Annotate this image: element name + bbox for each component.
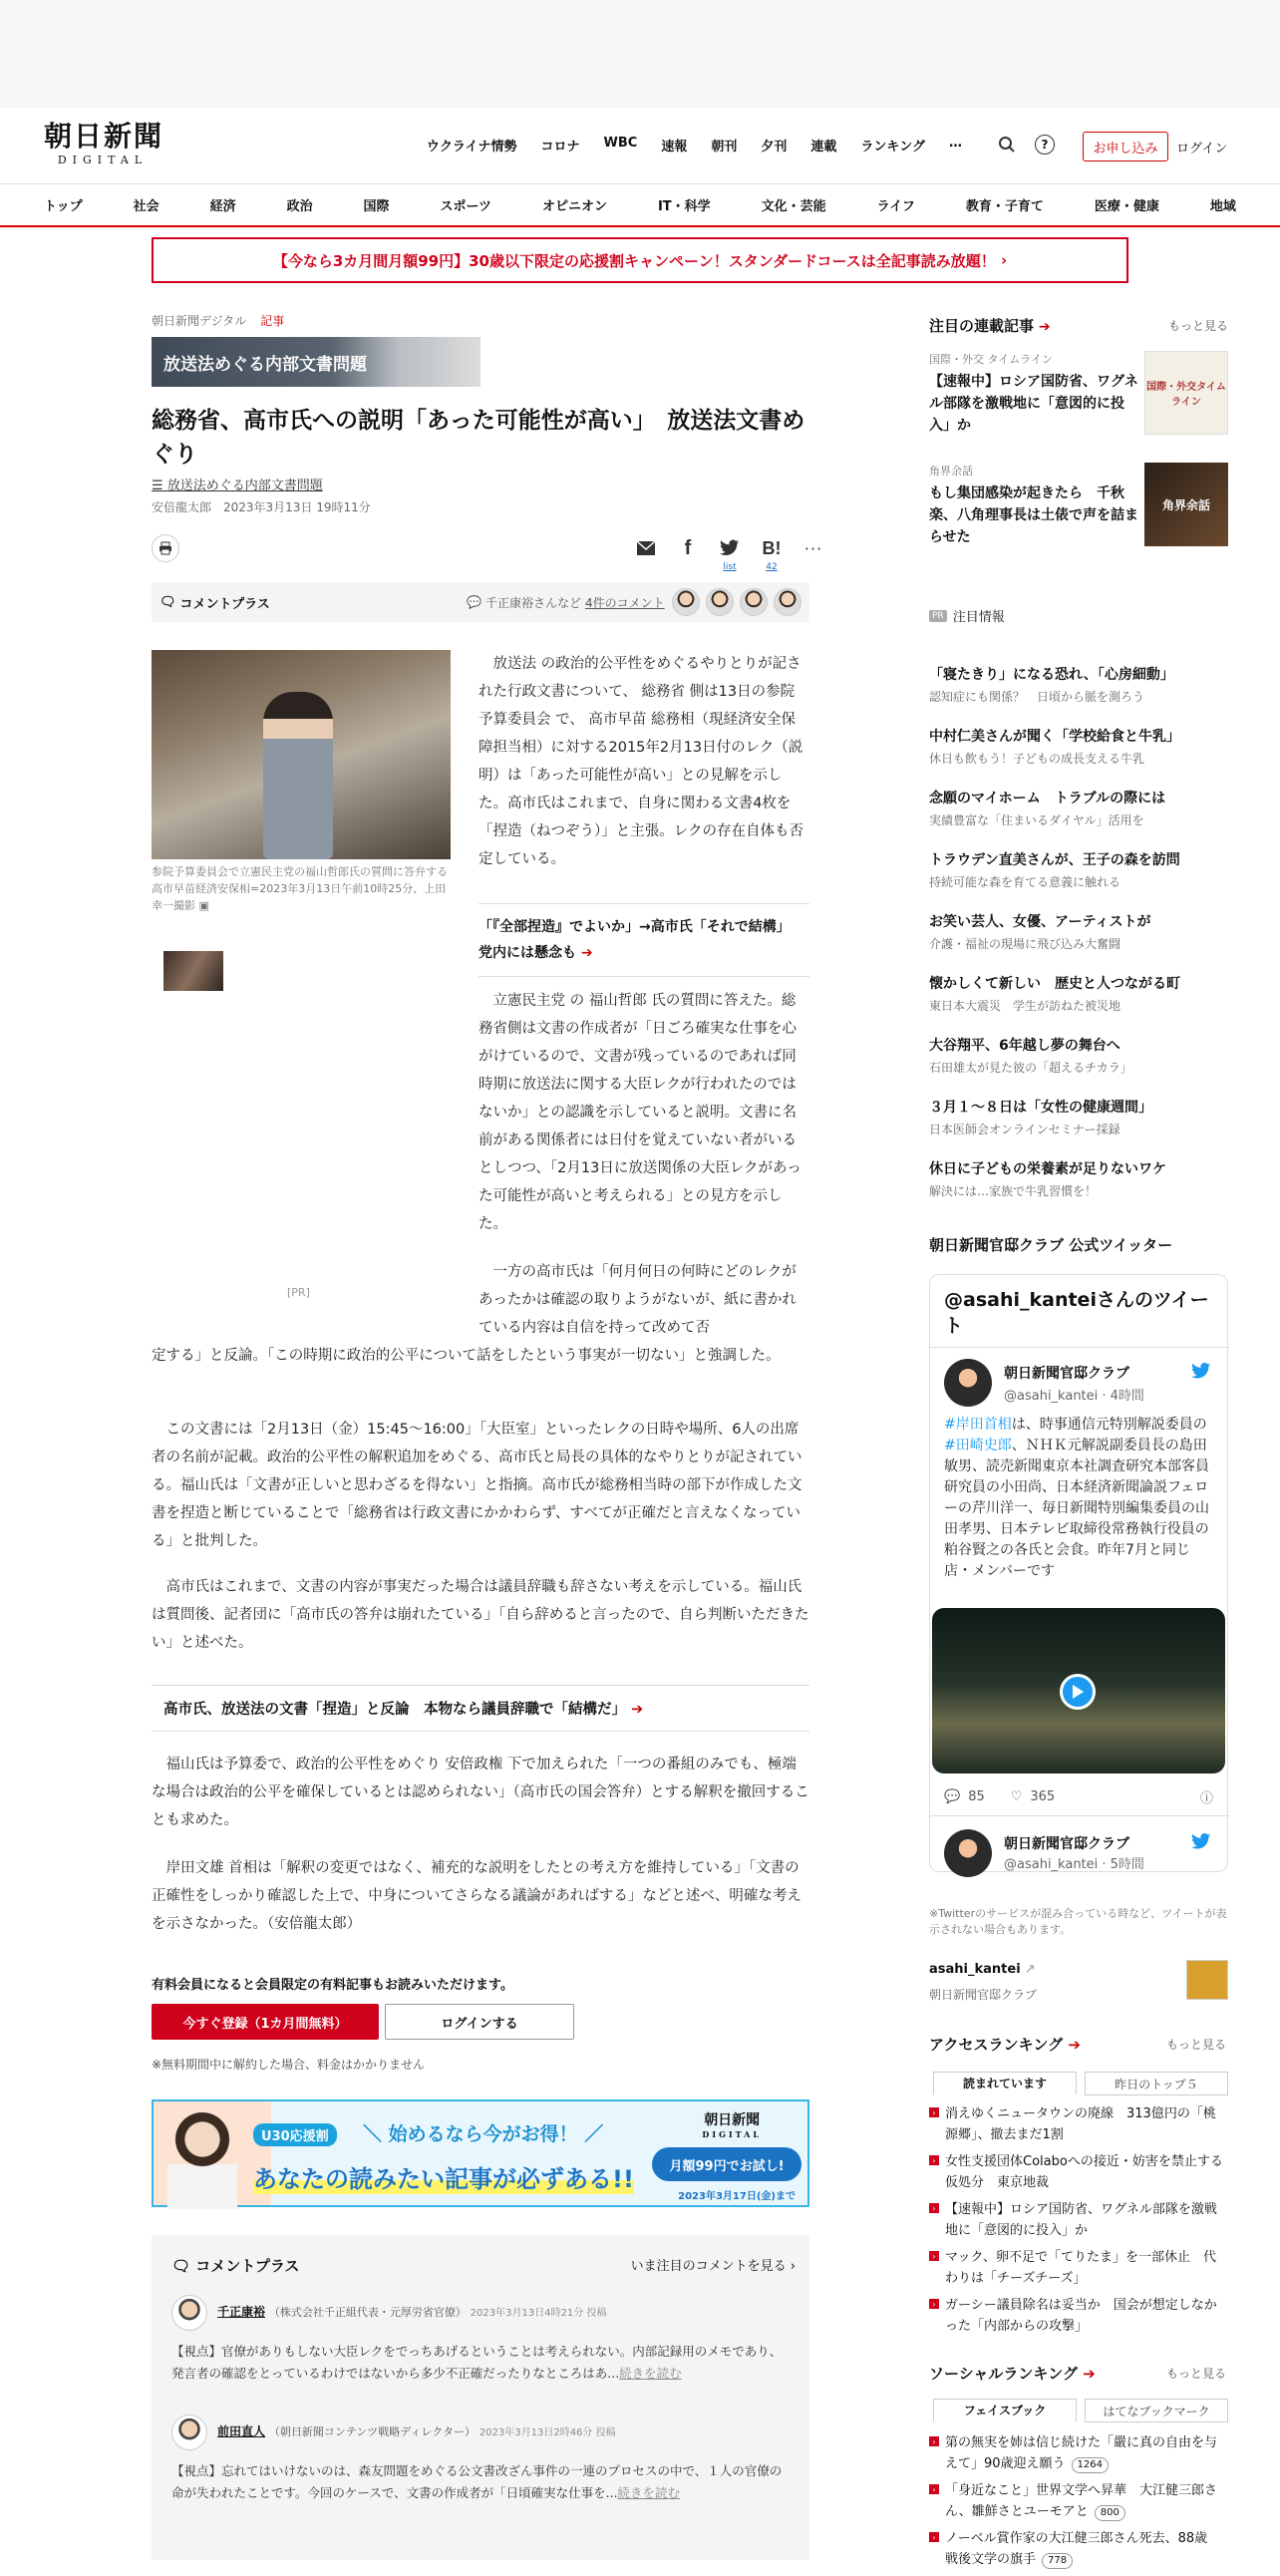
twitter-bird-icon[interactable] <box>1191 1833 1211 1854</box>
top-nav <box>427 136 963 155</box>
chevron-right-icon: › <box>929 2203 939 2213</box>
access-ranking-tabs <box>933 2072 1228 2095</box>
paragraph: 一方の高市氏は「何月何日の何時にどのレクがあったかは確認の取りようがないが、紙に書かれている内容は自信を持って改めて否 定する」と反論。「この時期に政治的公平について話をしたという事実が一切ない」と強調した。 <box>152 1264 797 1364</box>
paragraph: 岸田文雄 首相は「解釈の変更ではなく、補充的な説明をしたとの考え方を維持している」「文書の正確性をしっかり確認した上で、中身についてさらなる議論があればする」などと述べ、明確な考えを示さなかった。（安倍龍太郎） <box>152 1860 801 1932</box>
breadcrumb <box>152 312 284 329</box>
read-more-link[interactable]: 続きを読む <box>617 2485 681 2500</box>
pr-item[interactable]: 大谷翔平、6年越し夢の舞台へ 石田雄太が見た彼の「超えるチカラ」 <box>929 1038 1132 1075</box>
list-icon: ☰ <box>152 479 167 493</box>
commenter-name[interactable]: 前田直人 <box>217 2424 266 2438</box>
featured-more-link[interactable]: もっと見る <box>1167 319 1228 333</box>
arrow-right-icon: ➔ <box>1034 319 1051 335</box>
read-more-link[interactable]: 続きを読む <box>619 2366 682 2381</box>
comment-icon: 🗨 <box>171 2257 196 2275</box>
chevron-right-icon: › <box>929 2299 939 2309</box>
comment-count-link[interactable]: 4件のコメント <box>584 595 665 610</box>
cat-top[interactable]: トップ <box>44 199 83 214</box>
like-icon[interactable]: ♡ <box>1010 1789 1023 1804</box>
tab-hatena-bookmark[interactable]: はてなブックマーク <box>1085 2399 1228 2422</box>
avatar[interactable] <box>740 588 768 616</box>
pr-item[interactable]: 懐かしくて新しい 歴史と人つながる町 東日本大震災 学生が訪ねた被災地 <box>929 976 1180 1013</box>
paragraph: 立憲民主党 の 福山哲郎 氏の質問に答えた。総務省側は文書の作成者が「日ごろ確実な仕事を心がけているので、文書が残っているのであれば同時期に放送法に関する大臣レクが行われたのではないか」との認識を示していると説明。文書に名前がある関係者には日付を覚えていない者がいるとしつつ、「2月13日に放送関係の大臣レクがあった可能性が高いと考えられる」との見方を示した。 <box>479 993 801 1232</box>
pr-item[interactable]: お笑い芸人、女優、アーティストが 介護・福祉の現場に飛び込み大奮闘 <box>929 914 1151 951</box>
comment-plus-bar: 🗨 コメントプラス 💬 千正康裕さんなど 4件のコメント <box>152 582 809 622</box>
chevron-right-icon: › <box>929 2484 939 2494</box>
register-button[interactable]: 今すぐ登録（1カ月間無料） <box>152 2004 379 2040</box>
more-icon[interactable]: ··· <box>803 538 823 558</box>
ranking-item[interactable]: › ガーシー議員除名は妥当か 国会が想定しなかった「内部からの攻撃」 <box>929 2295 1228 2337</box>
category-nav <box>0 183 1280 227</box>
cat-international[interactable]: 国際 <box>363 199 390 214</box>
arrow-right-icon: ➔ <box>576 945 593 961</box>
share-count-list[interactable]: list <box>723 562 737 572</box>
pr-item[interactable]: ３月１～８日は「女性の健康週間」 日本医師会オンラインセミナー採録 <box>929 1100 1152 1136</box>
twitter-embed: @asahi_kanteiさんのツイート 朝日新聞官邸クラブ @asahi_kantei · 4時間 #岸田首相は、時事通信元特別解説委員の#田崎史郎、ＮＨＫ元解説副委員長の島田敏男、読売新聞東京本社調査研究本部客員研究員の小田尚、日本経済新聞論説フェローの芹川洋一、毎日新聞特別編集委員の山田孝男、日本テレビ取締役常務執行役員の粕谷賢之の各氏と会食。昨年7月と同じ店・メンバーです 💬 85 ♡ 365 ⓘ 朝日新聞官邸クラブ @asahi_kantei · 5時間 <box>929 1274 1228 1872</box>
nav-evening[interactable]: 夕刊 <box>761 140 788 155</box>
cat-society[interactable]: 社会 <box>133 199 160 214</box>
avatar[interactable] <box>944 1829 992 1877</box>
search-icon[interactable] <box>995 133 1019 157</box>
avatar[interactable] <box>774 588 801 616</box>
top-ad-space <box>0 0 1280 108</box>
nav-ranking[interactable]: ランキング <box>860 140 925 155</box>
tweet-actions: 💬 85 ♡ 365 ⓘ <box>944 1789 1213 1806</box>
ranking-item[interactable]: › 消えゆくニュータウンの廃線 313億円の「桃源郷」、撤去まだ1割 <box>929 2103 1228 2145</box>
breadcrumb-current: 記事 <box>260 314 285 328</box>
related-article-link[interactable]: 高市氏、放送法の文書「捏造」と反論 本物なら議員辞職で「結構だ」 ➔ <box>152 1685 809 1732</box>
twitter-bird-icon[interactable] <box>1191 1363 1211 1384</box>
ranking-item[interactable]: › 第の無実を姉は信じ続けた「嚴に真の自由を与えて」90歳迎え願う 1264 <box>929 2432 1228 2474</box>
cat-politics[interactable]: 政治 <box>286 199 313 214</box>
pr-item[interactable]: 念願のマイホーム トラブルの際には 実績豊富な「住まいるダイヤル」活用を <box>929 791 1166 827</box>
access-ranking-header: アクセスランキング ➔ <box>929 2036 1081 2054</box>
tweet-author[interactable]: 朝日新聞官邸クラブ <box>1004 1366 1129 1382</box>
access-more-link[interactable]: もっと見る <box>1166 2038 1227 2052</box>
help-icon[interactable]: ? <box>1033 133 1057 157</box>
cat-life[interactable]: ライフ <box>876 199 915 214</box>
tweet-video[interactable] <box>932 1608 1225 1773</box>
nav-more[interactable]: … <box>949 136 963 151</box>
share-count-badge: 1264 <box>1072 2457 1109 2473</box>
social-more-link[interactable]: もっと見る <box>1166 2367 1227 2381</box>
pr-section-header: PR 注目情報 <box>929 606 1005 625</box>
share-count-hatena[interactable]: 42 <box>766 562 778 572</box>
cat-health[interactable]: 医療・健康 <box>1094 199 1159 214</box>
photo-caption: 参院予算委員会で立憲民主党の福山哲郎氏の質問に答弁する高市早苗経済安保相=2023年3月13日午前10時25分、上田幸一撮影 ▣ <box>152 865 448 912</box>
ranking-item[interactable]: › 【速報中】ロシア国防省、ワグネル部隊を激戦地に「意図的に投入」か <box>929 2199 1228 2241</box>
tweet-text: #岸田首相は、時事通信元特別解説委員の#田崎史郎、ＮＨＫ元解説副委員長の島田敏男、読売新聞東京本社調査研究本部客員研究員の小田尚、日本経済新聞論説フェローの芹川洋一、毎日新聞特別編集委員の山田孝男、日本テレビ取締役常務執行役員の粕谷賢之の各氏と会食。昨年7月と同じ店・メンバーです <box>944 1417 1209 1579</box>
share-count-badge: 800 <box>1095 2505 1125 2521</box>
twitter-section-title: 朝日新聞官邸クラブ 公式ツイッター <box>929 1236 1173 1254</box>
commenter-avatars <box>672 588 801 616</box>
cat-economy[interactable]: 経済 <box>209 199 236 214</box>
tab-yesterday-top5[interactable]: 昨日のトップ５ <box>1085 2072 1228 2095</box>
featured-series-item[interactable]: 角界余話 もし集団感染が起きたら 千秋楽、八角理事長は土俵で声を詰まらせた 角界余話 <box>929 463 1228 554</box>
cat-education[interactable]: 教育・子育て <box>965 199 1044 214</box>
twitter-icon[interactable] <box>718 536 742 572</box>
nav-ukraine[interactable]: ウクライナ情勢 <box>426 140 517 155</box>
social-ranking-tabs <box>933 2399 1228 2422</box>
subscribe-button[interactable]: お申し込み <box>1083 132 1168 161</box>
chevron-right-icon: › <box>995 251 1008 269</box>
pr-label: [PR] <box>287 1286 310 1299</box>
facebook-icon[interactable]: f <box>684 536 692 559</box>
tweet-author[interactable]: 朝日新聞官邸クラブ <box>1004 1836 1129 1852</box>
comment-icon: 🗨 <box>160 594 176 610</box>
avatar[interactable] <box>672 588 700 616</box>
avatar[interactable] <box>944 1359 992 1407</box>
nav-corona[interactable]: コロナ <box>540 140 580 155</box>
nav-series[interactable]: 連載 <box>810 140 837 155</box>
article-photo[interactable] <box>152 650 451 859</box>
social-ranking-list <box>929 2432 1228 2576</box>
series-header-image[interactable]: 放送法めぐる内部文書問題 <box>152 337 480 387</box>
info-icon[interactable]: ⓘ <box>1199 1791 1213 1806</box>
featured-series-item[interactable]: 国際・外交 タイムライン 【速報中】ロシア国防省、ワグネル部隊を激戦地に「意図的に投入」か 国際・外交タイムライン <box>929 351 1228 443</box>
cat-culture[interactable]: 文化・芸能 <box>761 199 826 214</box>
u30-campaign-ad[interactable]: U30応援割 ＼ 始めるなら今がお得！ ／ あなたの読みたい記事が必ずある!! 朝日新聞 DIGITAL 月額99円でお試し! 2023年3月17日(金)まで <box>152 2099 809 2207</box>
chevron-right-icon: › <box>929 2107 939 2117</box>
chevron-right-icon: › <box>929 2436 939 2446</box>
hashtag-link[interactable]: #田崎史郎 <box>944 1438 1012 1453</box>
cat-local[interactable]: 地域 <box>1209 199 1236 214</box>
tab-facebook[interactable]: フェイスブック <box>933 2399 1077 2422</box>
reply-icon[interactable]: 💬 <box>944 1789 961 1804</box>
login-link[interactable]: ログイン <box>1176 142 1228 157</box>
comment-small-icon: 💬 <box>467 595 481 609</box>
share-count-badge: 778 <box>1042 2553 1073 2569</box>
twitter-account-link[interactable]: asahi_kantei ↗ <box>929 1962 1036 1977</box>
social-ranking-header: ソーシャルランキング ➔ <box>929 2365 1096 2383</box>
image-icon[interactable]: ▣ <box>198 899 209 912</box>
pr-item[interactable]: 休日に子どもの栄養素が足りないワケ 解決には…家族で牛乳習慣を！ <box>929 1161 1166 1198</box>
tab-most-read[interactable]: 読まれています <box>933 2072 1077 2095</box>
external-link-icon: ↗ <box>1020 1962 1036 1977</box>
cat-it-science[interactable]: IT・科学 <box>657 199 711 214</box>
mail-icon[interactable] <box>634 536 658 560</box>
featured-series-header: 注目の連載記事 ➔ もっと見る <box>929 317 1228 335</box>
avatar[interactable] <box>171 2415 207 2450</box>
print-icon[interactable] <box>152 534 179 562</box>
pr-item[interactable]: 「寝たきり」になる恐れ、「心房細動」 認知症にも関係？ 日頃から脈を測ろう <box>929 667 1174 704</box>
breadcrumb-home[interactable]: 朝日新聞デジタル <box>152 314 247 328</box>
paywall-note: 有料会員になると会員限定の有料記事もお読みいただけます。 <box>152 1978 513 1993</box>
hatena-bookmark-icon[interactable]: B! 42 <box>762 537 782 572</box>
asahi-logo[interactable]: 朝日新聞 DIGITAL <box>44 120 164 166</box>
asahi-logo: 朝日新聞 DIGITAL <box>702 2112 762 2139</box>
photo-thumbnail[interactable] <box>163 951 223 991</box>
chevron-right-icon: › <box>786 2259 796 2274</box>
twitter-note: ※Twitterのサービスが混み合っている時など、ツイートが表示されない場合もあります。 <box>929 1907 1227 1936</box>
chevron-right-icon: › <box>929 2155 939 2165</box>
pr-item[interactable]: 中村仁美さんが聞く「学校給食と牛乳」 休日も飲もう！子どもの成長支える牛乳 <box>929 729 1180 766</box>
nav-wbc[interactable]: WBC <box>603 136 638 151</box>
site-header <box>0 108 1280 183</box>
ranking-item[interactable]: › マック、卵不足で「てりたま」を一部休止 代わりは「チーズチーズ」 <box>929 2247 1228 2289</box>
series-thumbnail: 国際・外交タイムライン <box>1144 351 1228 435</box>
paragraph: 高市氏はこれまで、文書の内容が事実だった場合は議員辞職も辞さない考えを示している。福山氏は質問後、記者団に「高市氏の答弁は崩れたている」「自ら辞めると言ったので、自ら判断いただきたい」と述べた。 <box>152 1579 809 1651</box>
avatar[interactable] <box>171 2295 207 2331</box>
related-article-link[interactable]: 「『全部捏造』でよいか」→高市氏「それで結構」 党内には懸念も ➔ <box>479 903 809 977</box>
pr-badge: PR <box>929 610 947 622</box>
article-title: 総務省、高市氏への説明「あった可能性が高い」 放送法文書めぐり <box>152 408 805 468</box>
login-button[interactable]: ログインする <box>385 2004 574 2040</box>
arrow-right-icon: ➔ <box>626 1702 644 1718</box>
twitter-account-name: 朝日新聞官邸クラブ <box>929 1988 1038 2002</box>
ad-person-image <box>167 2109 237 2209</box>
byline: 安倍龍太郎 2023年3月13日 19時11分 <box>152 500 371 514</box>
ranking-item[interactable]: › 「身近なこと」世界文学へ昇華 大江健三郎さん、雛鮮さとユーモアと 800 <box>929 2480 1228 2522</box>
access-ranking-list <box>929 2103 1228 2343</box>
featured-comments-link[interactable]: いま注目のコメントを見る › <box>630 2259 796 2274</box>
avatar[interactable] <box>706 588 734 616</box>
paragraph: 放送法 の政治的公平性をめぐるやりとりが記された行政文書について、 総務省 側は13日の参院 予算委員会 で、 高市早苗 総務相（現経済安全保障担当相）に対する2015年2月13日付のレク（説明）は「あった可能性が高い」との見解を示した。高市氏はこれまで、自身に関わる文書4枚を「捏造（ねつぞう）」と主張。レクの存在自体も否定している。 <box>479 656 803 867</box>
comment-plus-section: 🗨 コメントプラス いま注目のコメントを見る › 千正康裕 （株式会社千正組代表・元厚労省官僚） 2023年3月13日4時21分 投稿 【視点】官僚がありもしない大臣レクをでっちあげるということは考えられない。内部記録用のメモであり、発言者の確認をとっているわけではないから多少不正確だったりなところはあ...続きを読む 前田直人 （朝日新聞コンテンツ戦略ディレクター） 2023年3月13日2時46分 投稿 【視点】忘れてはいけないのは、森友問題をめぐる公文書改ざん事件の一連のプロセスの中で、１人の官僚の命が失われたことです。今回のケースで、文書の作成者が「日頃確実な仕事を...続きを読む <box>152 2235 809 2560</box>
nav-breaking[interactable]: 速報 <box>661 140 688 155</box>
pr-item[interactable]: トラウデン直美さんが、王子の森を訪問 持続可能な森を育てる意義に触れる <box>929 852 1180 889</box>
cat-sports[interactable]: スポーツ <box>440 199 492 214</box>
series-thumbnail: 角界余話 <box>1144 463 1228 546</box>
ranking-item[interactable]: › 女性支援団体Colaboへの接近・妨害を禁止する仮処分 東京地裁 <box>929 2151 1228 2193</box>
campaign-banner[interactable]: 【今なら3カ月間月額99円】30歳以下限定の応援割キャンペーン！スタンダードコースは全記事読み放題！ › <box>152 237 1128 283</box>
hashtag-link[interactable]: #岸田首相 <box>944 1417 1012 1433</box>
nav-morning[interactable]: 朝刊 <box>711 140 738 155</box>
free-trial-note: ※無料期間中に解約した場合、料金はかかりません <box>152 2058 426 2072</box>
cat-opinion[interactable]: オピニオン <box>541 199 607 214</box>
arrow-right-icon: ➔ <box>1063 2036 1081 2054</box>
play-icon[interactable] <box>1060 1674 1096 1710</box>
series-link[interactable]: ☰ 放送法めぐる内部文書問題 <box>152 479 323 493</box>
chevron-right-icon: › <box>929 2251 939 2261</box>
account-logo[interactable] <box>1186 1960 1228 2000</box>
arrow-right-icon: ➔ <box>1077 2365 1096 2383</box>
commenter-name[interactable]: 千正康裕 <box>217 2305 266 2319</box>
ranking-item[interactable]: › ノーベル賞作家の大江健三郎さん死去、88歳 戦後文学の旗手 778 <box>929 2528 1228 2570</box>
chevron-right-icon: › <box>929 2532 939 2542</box>
paragraph: この文書には「2月13日（金）15:45～16:00」「大臣室」といったレクの日時や場所、6人の出席者の名前が記載。政治的公平性の解釈追加をめぐる、高市氏と局長の具体的なやりとりが記されている。福山氏は「文書が正しいと思わざるを得ない」と指摘。高市氏が総務相当時の部下が作成した文書を捏造と断じていることで「総務省は行政文書にかかわらず、すべてが正確だと言えなくなっている」と批判した。 <box>152 1422 802 1549</box>
paragraph: 福山氏は予算委で、政治的公平性をめぐり 安倍政権 下で加えられた「一つの番組のみでも、極端な場合は政治的公平を確保しているとは認められない」（高市氏の国会答弁）とする解釈を撤回することも求めた。 <box>152 1757 809 1828</box>
share-bar <box>634 536 825 572</box>
